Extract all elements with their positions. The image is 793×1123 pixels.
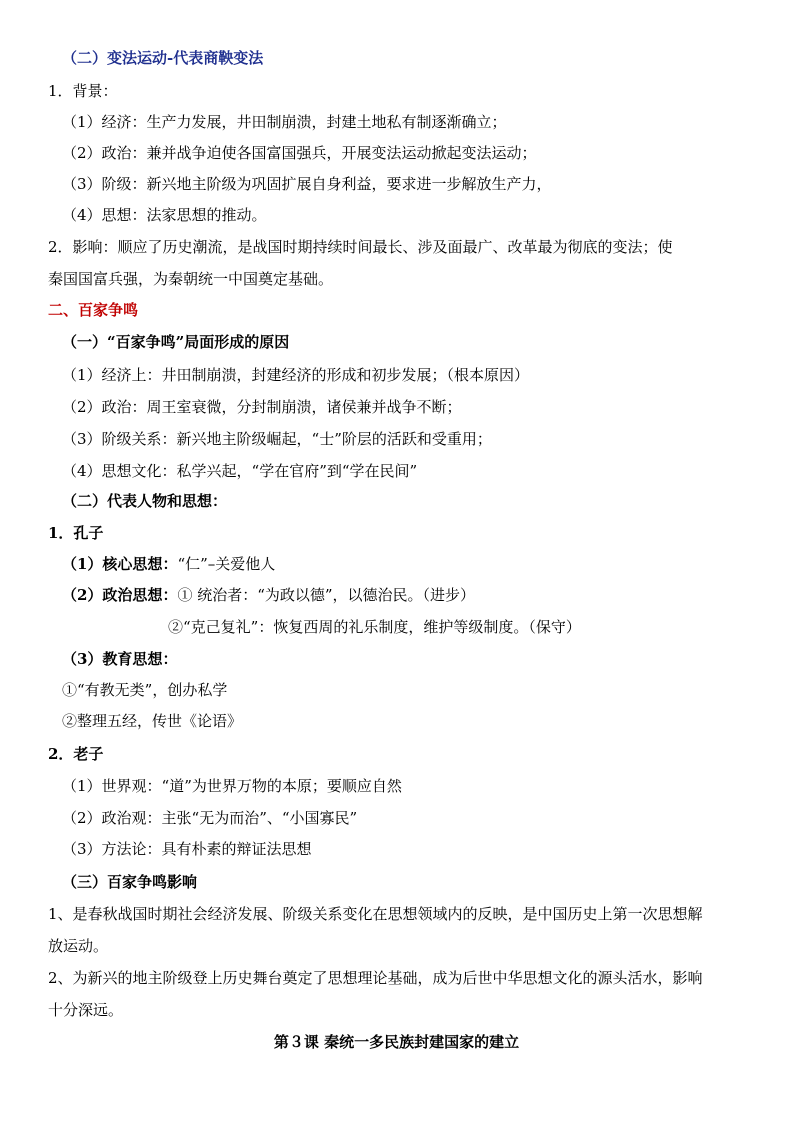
list-item: （2）政治：兼并战争迫使各国富国强兵，开展变法运动掀起变法运动； bbox=[62, 144, 537, 162]
text-core-thought: “仁”–关爱他人 bbox=[177, 555, 276, 573]
section-heading-reform: （二）变法运动-代表商鞅变法 bbox=[62, 49, 264, 67]
label-political-thought: （2）政治思想： bbox=[62, 586, 178, 604]
subheading-influence: （三）百家争鸣影响 bbox=[62, 873, 198, 891]
heading-laozi: 2．老子 bbox=[48, 745, 104, 763]
list-item: （1）世界观：“道”为世界万物的本原；要顺应自然 bbox=[62, 777, 402, 795]
heading-confucius: 1．孔子 bbox=[48, 524, 104, 542]
list-item: ①“有教无类”，创办私学 bbox=[62, 681, 228, 699]
list-item-core-thought bbox=[62, 554, 275, 574]
list-item: （4）思想：法家思想的推动。 bbox=[62, 206, 267, 224]
label-education-thought: （3）教育思想： bbox=[62, 650, 178, 668]
paragraph-influence-cont: 秦国国富兵强，为秦朝统一中国奠定基础。 bbox=[48, 270, 334, 288]
paragraph-influence-2-cont: 十分深远。 bbox=[48, 1001, 124, 1019]
list-item: （3）方法论：具有朴素的辩证法思想 bbox=[62, 840, 312, 858]
subheading-figures: （二）代表人物和思想： bbox=[62, 492, 228, 510]
list-item: （1）经济：生产力发展，井田制崩溃，封建土地私有制逐渐确立； bbox=[62, 113, 507, 131]
label-core-thought: （1）核心思想： bbox=[62, 555, 178, 573]
paragraph-influence-2: 2、为新兴的地主阶级登上历史舞台奠定了思想理论基础，成为后世中华思想文化的源头活水，影响 bbox=[48, 969, 703, 987]
list-item: ②整理五经，传世《论语》 bbox=[62, 712, 243, 730]
list-item: （4）思想文化：私学兴起，“学在官府”到“学在民间” bbox=[62, 462, 418, 480]
list-item-ritual: ②“克己复礼”：恢复西周的礼乐制度，维护等级制度。（保守） bbox=[168, 618, 581, 636]
list-item-political-thought bbox=[62, 585, 475, 605]
paragraph-influence-1: 1、是春秋战国时期社会经济发展、阶级关系变化在思想领域内的反映，是中国历史上第一次思想解 bbox=[48, 905, 703, 923]
list-item: （2）政治观：主张“无为而治”、“小国寡民” bbox=[62, 809, 358, 827]
list-item-background: 1．背景： bbox=[48, 82, 118, 100]
paragraph-influence: 2．影响：顺应了历史潮流，是战国时期持续时间最长、涉及面最广、改革最为彻底的变法；使 bbox=[48, 238, 673, 256]
list-item: （3）阶级关系：新兴地主阶级崛起，“士”阶层的活跃和受重用； bbox=[62, 430, 492, 448]
subheading-causes: （一）“百家争鸣”局面形成的原因 bbox=[62, 333, 290, 351]
text-political-thought: ① 统治者：“为政以德”，以德治民。（进步） bbox=[177, 586, 476, 604]
list-item: （1）经济上：井田制崩溃，封建经济的形成和初步发展；（根本原因） bbox=[62, 366, 530, 384]
paragraph-influence-1-cont: 放运动。 bbox=[48, 937, 109, 955]
list-item: （2）政治：周王室衰微，分封制崩溃，诸侯兼并战争不断； bbox=[62, 398, 462, 416]
section-heading-hundred-schools: 二、百家争鸣 bbox=[48, 301, 139, 319]
list-item: （3）阶级：新兴地主阶级为巩固扩展自身利益，要求进一步解放生产力， bbox=[62, 175, 552, 193]
lesson-title: 第３课 秦统一多民族封建国家的建立 bbox=[273, 1033, 520, 1051]
